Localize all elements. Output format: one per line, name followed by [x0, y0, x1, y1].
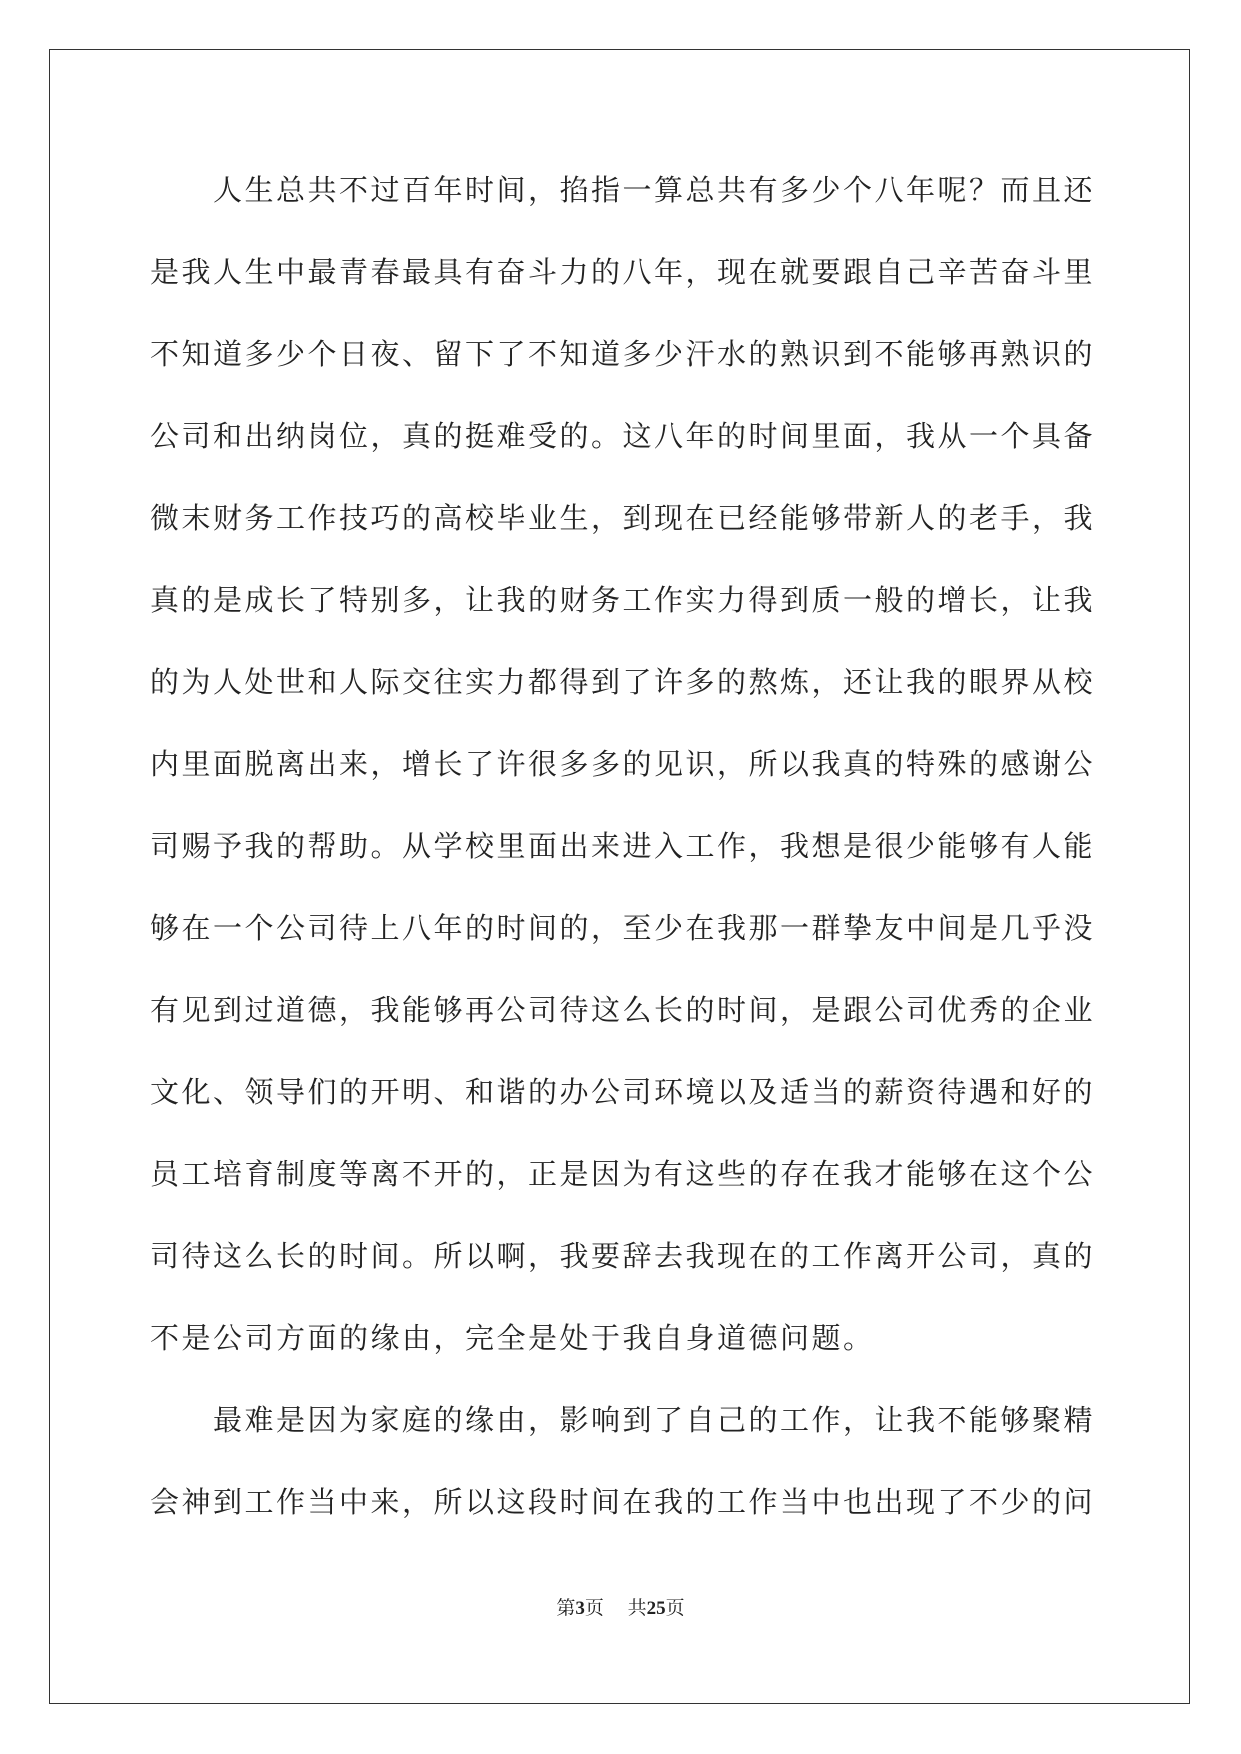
total-prefix: 共 [627, 1598, 647, 1619]
text-line: 司待这么长的时间。所以啊，我要辞去我现在的工作离开公司，真的 [150, 1239, 1096, 1273]
total-pages: 25 [646, 1598, 666, 1619]
text-line: 不是公司方面的缘由，完全是处于我自身道德问题。 [150, 1321, 875, 1355]
text-line: 公司和出纳岗位，真的挺难受的。这八年的时间里面，我从一个具备 [150, 419, 1096, 453]
page-suffix: 页 [584, 1598, 604, 1619]
text-line: 文化、领导们的开明、和谐的办公司环境以及适当的薪资待遇和好的 [150, 1075, 1096, 1109]
text-line: 有见到过道德，我能够再公司待这么长的时间，是跟公司优秀的企业 [150, 993, 1096, 1027]
total-suffix: 页 [665, 1598, 685, 1619]
text-line: 是我人生中最青春最具有奋斗力的八年，现在就要跟自己辛苦奋斗里 [150, 255, 1096, 289]
text-line: 最难是因为家庭的缘由，影响到了自己的工作，让我不能够聚精 [213, 1403, 1096, 1437]
text-line: 微末财务工作技巧的高校毕业生，到现在已经能够带新人的老手，我 [150, 501, 1096, 535]
page-prefix: 第 [556, 1598, 576, 1619]
text-line: 真的是成长了特别多，让我的财务工作实力得到质一般的增长，让我 [150, 583, 1096, 617]
text-line: 不知道多少个日夜、留下了不知道多少汗水的熟识到不能够再熟识的 [150, 337, 1096, 371]
text-line: 员工培育制度等离不开的，正是因为有这些的存在我才能够在这个公 [150, 1157, 1096, 1191]
text-line: 的为人处世和人际交往实力都得到了许多的熬炼，还让我的眼界从校 [150, 665, 1096, 699]
text-line: 人生总共不过百年时间，掐指一算总共有多少个八年呢？而且还 [213, 173, 1096, 207]
text-line: 会神到工作当中来，所以这段时间在我的工作当中也出现了不少的问 [150, 1485, 1096, 1519]
text-line: 够在一个公司待上八年的时间的，至少在我那一群挚友中间是几乎没 [150, 911, 1096, 945]
page-footer [0, 1593, 1241, 1620]
document-body [150, 155, 1094, 1549]
page-number: 3 [575, 1598, 585, 1619]
text-line: 司赐予我的帮助。从学校里面出来进入工作，我想是很少能够有人能 [150, 829, 1096, 863]
text-line: 内里面脱离出来，增长了许很多多的见识，所以我真的特殊的感谢公 [150, 747, 1096, 781]
